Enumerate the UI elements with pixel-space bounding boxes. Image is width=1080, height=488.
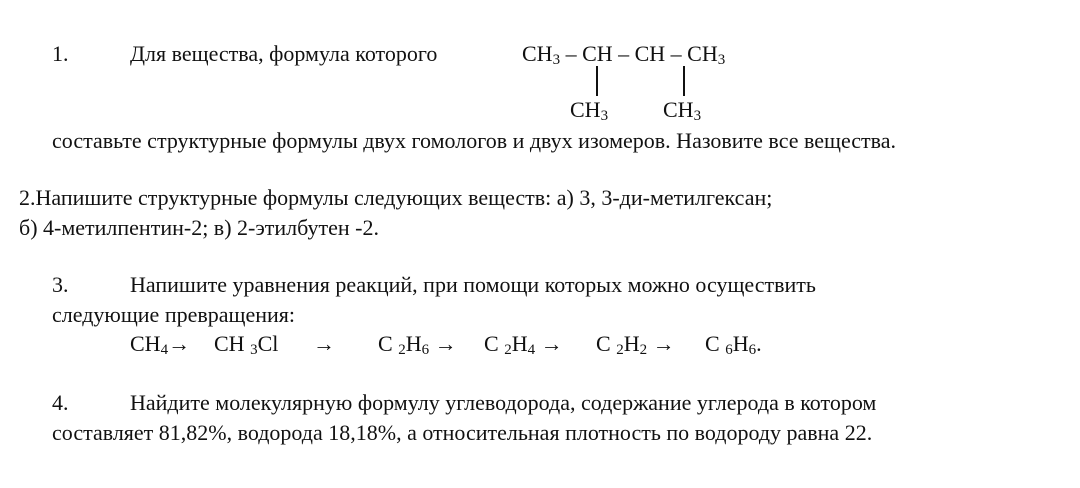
q3-number: 3.	[52, 272, 69, 297]
q3-chain-c6h6: C $_6H_6$.	[705, 331, 762, 358]
q1-formula-main: $CH_3$ – CH – CH – $CH_3$	[522, 41, 726, 68]
q3-line-1: Напишите уравнения реакций, при помощи которых можно осуществить	[130, 272, 816, 297]
q4-line-1: Найдите молекулярную формулу углеводорода, содержание углерода в котором	[130, 390, 877, 415]
q3-chain-ch3cl: CH $_3$Cl	[214, 331, 279, 358]
q3-chain-c2h4: C $_2H_4$ →	[484, 331, 563, 358]
q1-task-text: составьте структурные формулы двух гомологов и двух изомеров. Назовите все вещества.	[52, 128, 897, 153]
q1-branch-methyl-left: $CH_3$	[570, 97, 609, 124]
q1-branch-methyl-right: $CH_3$	[663, 97, 702, 124]
q2-line-2: б) 4-метилпентин-2; в) 2-этилбутен -2.	[19, 215, 379, 240]
q1-branch-bond-right	[683, 66, 685, 96]
q3-chain-c2h6: C $_2H_6$ →	[378, 331, 457, 358]
q1-number: 1.	[52, 41, 69, 66]
q3-chain-ch4: $CH_4\to$	[130, 331, 191, 358]
q3-chain-c2h2: C $_2H_2$ →	[596, 331, 675, 358]
q4-number: 4.	[52, 390, 69, 415]
q4-line-2: составляет 81,82%, водорода 18,18%, а относительная плотность по водороду равна 22.	[52, 420, 873, 445]
q1-lead-text: Для вещества, формула которого	[130, 41, 438, 66]
q3-line-2: следующие превращения:	[52, 302, 295, 327]
q3-chain-arrow-2: →	[313, 331, 335, 356]
q2-line-1: 2.Напишите структурные формулы следующих веществ: а) 3, 3-ди-метилгексан;	[19, 185, 773, 210]
q1-branch-bond-left	[596, 66, 598, 96]
